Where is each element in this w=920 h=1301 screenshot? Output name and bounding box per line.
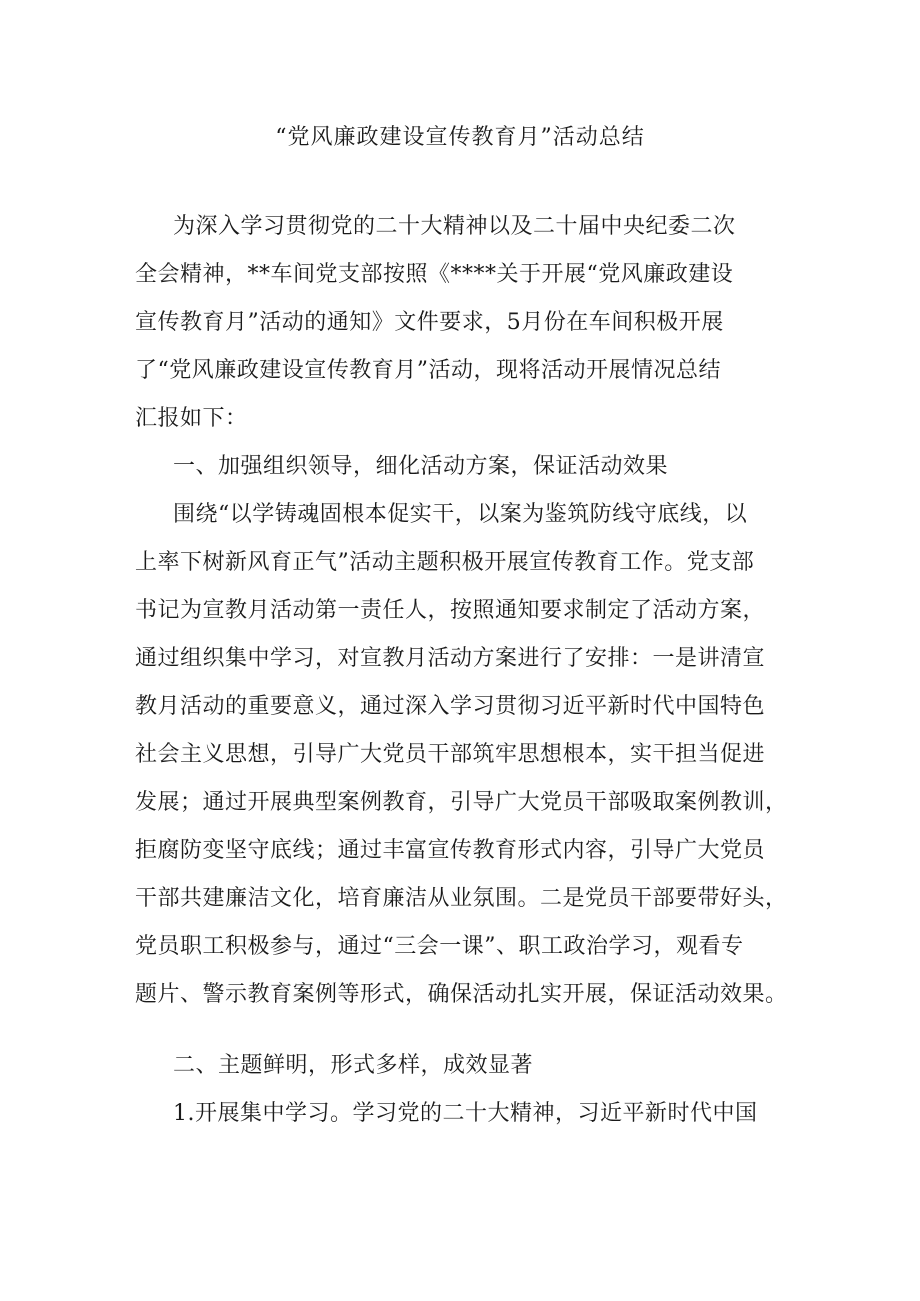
section-heading: 二、主题鲜明，形式多样，成效显著 bbox=[173, 1053, 534, 1078]
paragraph-line: 宣传教育月”活动的通知》文件要求，5月份在车间积极开展 bbox=[135, 310, 724, 335]
paragraph-line: 汇报如下： bbox=[135, 406, 248, 431]
paragraph-line: 通过组织集中学习，对宣教月活动方案进行了安排：一是讲清宣 bbox=[135, 646, 766, 671]
paragraph-line: 题片、警示教育案例等形式，确保活动扎实开展，保证活动效果。 bbox=[135, 982, 788, 1007]
paragraph-line: 书记为宣教月活动第一责任人，按照通知要求制定了活动方案， bbox=[135, 598, 766, 623]
paragraph-line: 为深入学习贯彻党的二十大精神以及二十届中央纪委二次 bbox=[173, 214, 736, 239]
paragraph-line: 1.开展集中学习。学习党的二十大精神，习近平新时代中国 bbox=[173, 1101, 758, 1126]
paragraph-line: 发展；通过开展典型案例教育，引导广大党员干部吸取案例教训， bbox=[135, 790, 788, 815]
paragraph-line: 社会主义思想，引导广大党员干部筑牢思想根本，实干担当促进 bbox=[135, 742, 766, 767]
paragraph-line: 教月活动的重要意义，通过深入学习贯彻习近平新时代中国特色 bbox=[135, 694, 766, 719]
document-title: “党风廉政建设宣传教育月”活动总结 bbox=[275, 125, 645, 150]
paragraph-line: 全会精神，**车间党支部按照《****关于开展“党风廉政建设 bbox=[135, 262, 734, 287]
section-heading: 一、加强组织领导，细化活动方案，保证活动效果 bbox=[173, 454, 669, 479]
paragraph-line: 拒腐防变坚守底线；通过丰富宣传教育形式内容，引导广大党员 bbox=[135, 838, 766, 863]
paragraph-line: 干部共建廉洁文化，培育廉洁从业氛围。二是党员干部要带好头， bbox=[135, 886, 788, 911]
paragraph-line: 了“党风廉政建设宣传教育月”活动，现将活动开展情况总结 bbox=[135, 358, 721, 383]
paragraph-line: 围绕“以学铸魂固根本促实干，以案为鉴筑防线守底线，以 bbox=[173, 502, 748, 527]
paragraph-line: 党员职工积极参与，通过“三会一课”、职工政治学习，观看专 bbox=[135, 934, 744, 959]
paragraph-line: 上率下树新风育正气”活动主题积极开展宣传教育工作。党支部 bbox=[135, 550, 755, 575]
